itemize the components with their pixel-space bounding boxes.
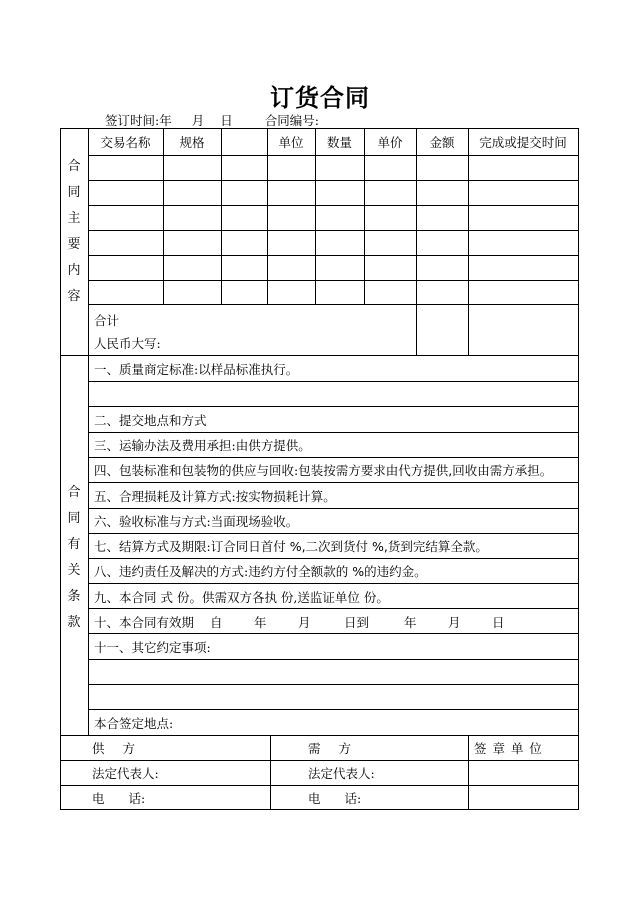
year-label: 年 [159,113,172,128]
buyer-label: 需 方 [308,741,351,756]
clause-1: 一、质量商定标准:以样品标准执行。 [94,362,299,377]
column-header-quantity: 数量 [326,135,352,150]
contract-no-label: 合同编号: [264,113,319,128]
clause-9: 九、本合同 式 份。供需双方各执 份,送监证单位 份。 [94,590,389,605]
supplier-label: 供 方 [92,741,135,756]
buyer-legal-rep-label: 法定代表人: [308,766,375,781]
document-title: 订货合同 [270,84,370,112]
clause-3: 三、运输办法及费用承担:由供方提供。 [94,438,311,453]
column-header-time: 完成或提交时间 [479,135,567,150]
column-header-spec: 规格 [179,135,205,150]
clause-6: 六、验收标准与方式:当面现场验收。 [94,514,299,529]
clause-4: 四、包装标准和包装物的供应与回收:包装按需方要求由代方提供,回收由需方承担。 [94,463,553,478]
section-main-content-label: 合 同 主 要 内 容 [67,159,81,304]
clause-8: 八、违约责任及解决的方式:违约方付全额款的 %的违约金。 [94,564,427,579]
total-label: 合计 [94,313,120,328]
clause-11: 十一、其它约定事项: [94,640,211,655]
supplier-phone-label: 电 话: [92,791,146,806]
clause-5: 五、合理损耗及计算方式:按实物损耗计算。 [94,489,336,504]
sign-time-label: 签订时间: [105,113,160,128]
signing-place-label: 本合签定地点: [94,716,174,731]
rmb-uppercase-label: 人民币大写: [94,336,161,351]
day-label: 日 [220,113,233,128]
clause-7: 七、结算方式及期限:订合同日首付 %,二次到货付 %,货到完结算全款。 [94,539,488,554]
clause-10: 十、本合同有效期 自 年 月 日到 年 月 日 [94,615,505,630]
clause-2: 二、提交地点和方式 [94,413,207,428]
seal-unit-label: 签 章 单 位 [474,741,542,756]
column-header-blank [221,134,267,152]
month-label: 月 [191,113,205,128]
buyer-phone-label: 电 话: [308,791,362,806]
section-clauses-label: 合 同 有 关 条 款 [67,485,81,630]
column-header-name: 交易名称 [100,135,151,150]
column-header-price: 单价 [377,135,403,150]
column-header-unit: 单位 [278,135,304,150]
column-header-amount: 金额 [429,135,455,150]
supplier-legal-rep-label: 法定代表人: [92,766,159,781]
